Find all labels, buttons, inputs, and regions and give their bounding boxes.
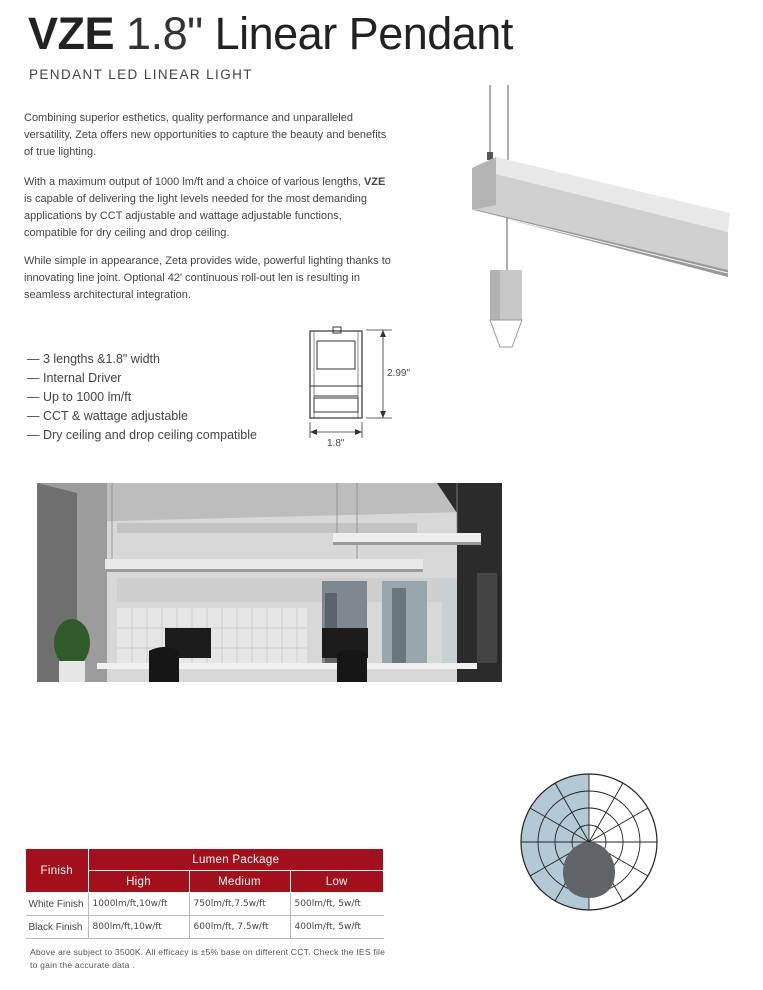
lumen-spec-table: [25, 848, 384, 939]
column-header-medium: Medium: [189, 871, 290, 893]
dimension-width-label: 1.8": [327, 438, 345, 449]
polar-distribution-diagram: [519, 772, 659, 912]
intro-paragraph-2-model: VZE: [363, 176, 386, 188]
cross-section-drawing: [300, 326, 430, 451]
office-installation-photo: [37, 483, 502, 682]
intro-paragraph-1: Combining superior esthetics, quality performance and unparalleled versatility, Zeta offers new opportunities to capture the beauty and benefits of true lighting.: [24, 112, 387, 158]
high-cell: 1000lm/ft,10w/ft: [88, 893, 189, 916]
high-cell: 800lm/ft,10w/ft: [88, 916, 189, 939]
finish-header: Finish: [26, 849, 89, 893]
feature-item: — 3 lengths &1.8" width: [27, 352, 160, 366]
medium-cell: 750lm/ft,7.5w/ft: [189, 893, 290, 916]
finish-cell: White Finish: [26, 893, 89, 916]
feature-item: — Internal Driver: [27, 371, 122, 385]
low-cell: 500lm/ft, 5w/ft: [290, 893, 383, 916]
table-row: [26, 893, 384, 916]
feature-item: — Dry ceiling and drop ceiling compatible: [27, 428, 257, 442]
lumen-package-header: Lumen Package: [88, 849, 383, 871]
intro-paragraph-2: [24, 174, 396, 242]
low-cell: 400lm/ft, 5w/ft: [290, 916, 383, 939]
title-product: Linear Pendant: [214, 8, 513, 59]
medium-cell: 600lm/ft, 7.5w/ft: [189, 916, 290, 939]
intro-paragraph-2-rest: is capable of delivering the light levels needed for the most demanding applications by CCT adjustable and wattage adjustable functions, compatible for dry ceiling and drop ceiling.: [24, 193, 368, 239]
column-header-low: Low: [290, 871, 383, 893]
fixture-render: [460, 85, 740, 355]
dimension-height-label: 2.99": [387, 368, 411, 379]
finish-cell: Black Finish: [26, 916, 89, 939]
table-row: [26, 916, 384, 939]
spec-footnote: Above are subject to 3500K. All efficacy is ±5% base on different CCT. Check the IES file to gain the accurate data .: [30, 947, 386, 970]
intro-paragraph-2-lead: With a maximum output of 1000 lm/ft and a choice of various lengths,: [24, 176, 361, 188]
column-header-high: High: [88, 871, 189, 893]
page-title: [28, 8, 513, 60]
feature-list: [27, 350, 257, 445]
intro-paragraph-3: While simple in appearance, Zeta provides wide, powerful lighting thanks to innovating line joint. Optional 42' continuous roll-out len is resulting in seamless architectural integration.: [24, 255, 391, 301]
title-size: 1.8": [126, 8, 203, 59]
feature-item: — Up to 1000 lm/ft: [27, 390, 132, 404]
feature-item: — CCT & wattage adjustable: [27, 409, 188, 423]
page-subtitle: PENDANT LED LINEAR LIGHT: [29, 67, 253, 82]
title-model: VZE: [28, 8, 115, 59]
